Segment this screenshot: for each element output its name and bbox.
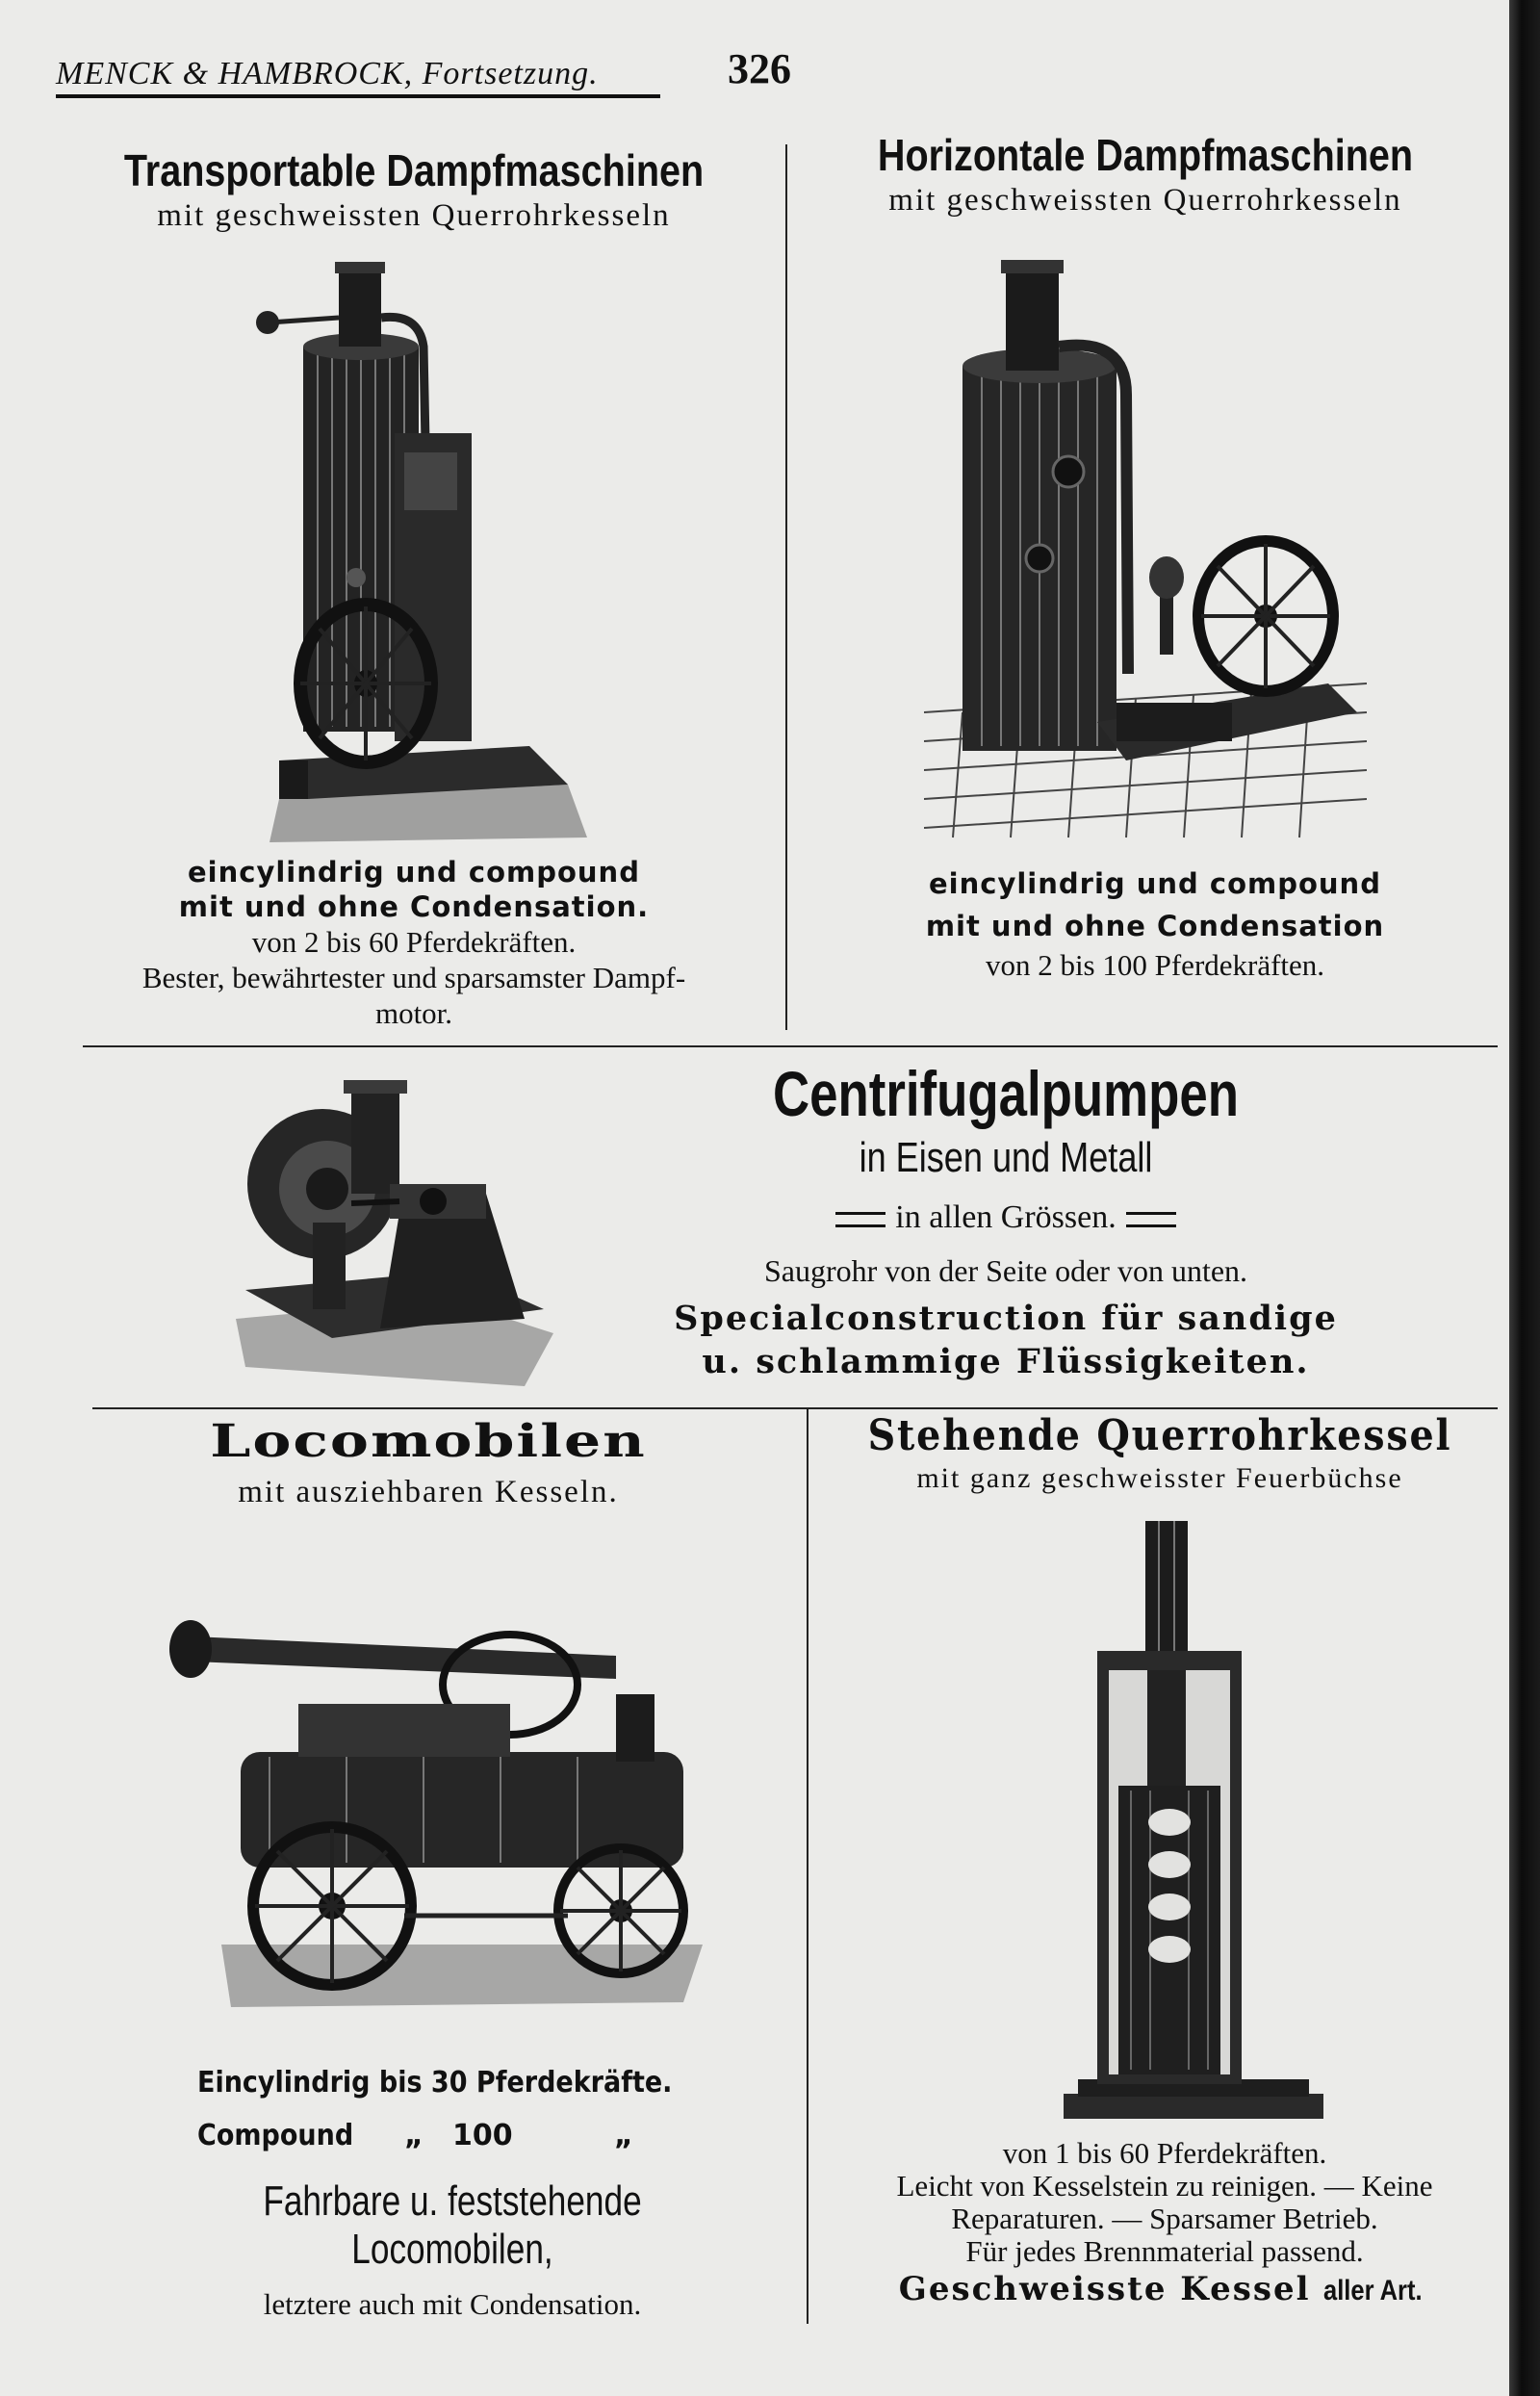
- centrifugal-line-1: in allen Grössen.: [895, 1199, 1116, 1235]
- horizontale-subtitle: mit geschweissten Querrohrkesseln: [888, 183, 1402, 218]
- double-rule-right: [1126, 1212, 1176, 1227]
- transportable-caption: [38, 855, 789, 1031]
- locomobilen-spec-2-ditto: „: [404, 2119, 424, 2152]
- centrifugal-pump-illustration: [236, 1078, 563, 1386]
- horizontale-caption: [789, 866, 1521, 983]
- locomobilen-spec-1: Eincylindrig bis 30 Pferdekräfte.: [197, 2066, 673, 2100]
- divider-horizontal-upper: [83, 1045, 1498, 1047]
- locomobilen-line-2: letztere auch mit Condensation.: [263, 2287, 642, 2321]
- horizontale-section: [789, 129, 1502, 219]
- stehende-line-2: Leicht von Kesselstein zu reinigen. — Keine: [896, 2169, 1433, 2203]
- stehende-title: Stehende Querrohrkessel: [867, 1411, 1452, 1460]
- transportable-caption-line-2: mit und ohne Condensation.: [178, 890, 650, 923]
- running-header-title: MENCK & HAMBROCK, Fortsetzung.: [56, 56, 599, 91]
- stehende-line-5-bold: Geschweisste Kessel: [898, 2270, 1311, 2308]
- centrifugal-section: [616, 1057, 1396, 1381]
- stehende-line-5: [818, 2270, 1511, 2308]
- stehende-subtitle: mit ganz geschweisster Feuerbüchse: [916, 1462, 1403, 1494]
- transportable-subtitle: mit geschweissten Querrohrkesseln: [157, 198, 671, 233]
- transportable-caption-line-3: von 2 bis 60 Pferdekräften.: [251, 925, 577, 959]
- stehende-line-4: Für jedes Brennmaterial passend.: [965, 2234, 1364, 2268]
- running-header-rule: [56, 94, 660, 98]
- stehende-caption: [818, 2137, 1511, 2308]
- double-rule-left: [835, 1212, 886, 1227]
- locomobilen-spec-2-value: 100: [452, 2119, 513, 2152]
- locomobile-illustration: [164, 1598, 732, 2012]
- centrifugal-line-2: Saugrohr von der Seite oder von unten.: [763, 1253, 1248, 1288]
- transportable-section: [38, 144, 789, 234]
- centrifugal-subtitle: in Eisen und Metall: [859, 1134, 1153, 1181]
- horizontale-caption-line-3: von 2 bis 100 Pferdekräften.: [985, 948, 1325, 982]
- vertical-steam-engine-illustration: [250, 260, 606, 847]
- transportable-caption-line-5: motor.: [374, 996, 453, 1030]
- locomobilen-specs: [197, 2066, 775, 2157]
- scan-page-edge: [1509, 0, 1540, 2396]
- horizontale-caption-line-2: mit und ohne Condensation: [925, 910, 1385, 942]
- locomobilen-spec-2: [197, 2119, 775, 2157]
- divider-horizontal-lower: [92, 1407, 1498, 1409]
- locomobilen-title: Locomobilen: [210, 1415, 647, 1468]
- horizontal-steam-engine-illustration: [924, 260, 1367, 857]
- locomobilen-spec-2-label: Compound: [197, 2119, 354, 2152]
- transportable-caption-line-1: eincylindrig und compound: [188, 856, 640, 889]
- locomobilen-line-1: Fahrbare u. feststehende Locomobilen,: [263, 2177, 642, 2273]
- stehende-line-1: von 1 bis 60 Pferdekräften.: [1002, 2136, 1327, 2170]
- transportable-title: Transportable Dampfmaschinen: [123, 145, 705, 195]
- locomobilen-subtitle: mit ausziehbaren Kesseln.: [238, 1475, 619, 1509]
- locomobilen-spec-2-ditto-end: „: [614, 2119, 633, 2152]
- stehende-line-5-rest: aller Art.: [1322, 2275, 1423, 2306]
- transportable-caption-line-4: Bester, bewährtester und sparsamster Dampf-: [141, 961, 686, 994]
- horizontale-caption-line-1: eincylindrig und compound: [929, 867, 1381, 900]
- horizontale-title: Horizontale Dampfmaschinen: [877, 130, 1414, 180]
- vertical-boiler-cutaway-illustration: [1059, 1516, 1328, 2127]
- centrifugal-title: Centrifugalpumpen: [773, 1058, 1239, 1129]
- locomobilen-section: [58, 1415, 799, 1510]
- page-number: 326: [728, 45, 791, 92]
- stehende-section: [813, 1411, 1506, 1495]
- locomobilen-footer: [96, 2177, 808, 2322]
- divider-top-vertical: [785, 144, 787, 1030]
- centrifugal-sizes: [616, 1199, 1396, 1236]
- centrifugal-line-3: Specialconstruction für sandige: [674, 1299, 1338, 1338]
- centrifugal-line-4: u. schlammige Flüssigkeiten.: [702, 1342, 1310, 1381]
- stehende-line-3: Reparaturen. — Sparsamer Betrieb.: [951, 2202, 1378, 2235]
